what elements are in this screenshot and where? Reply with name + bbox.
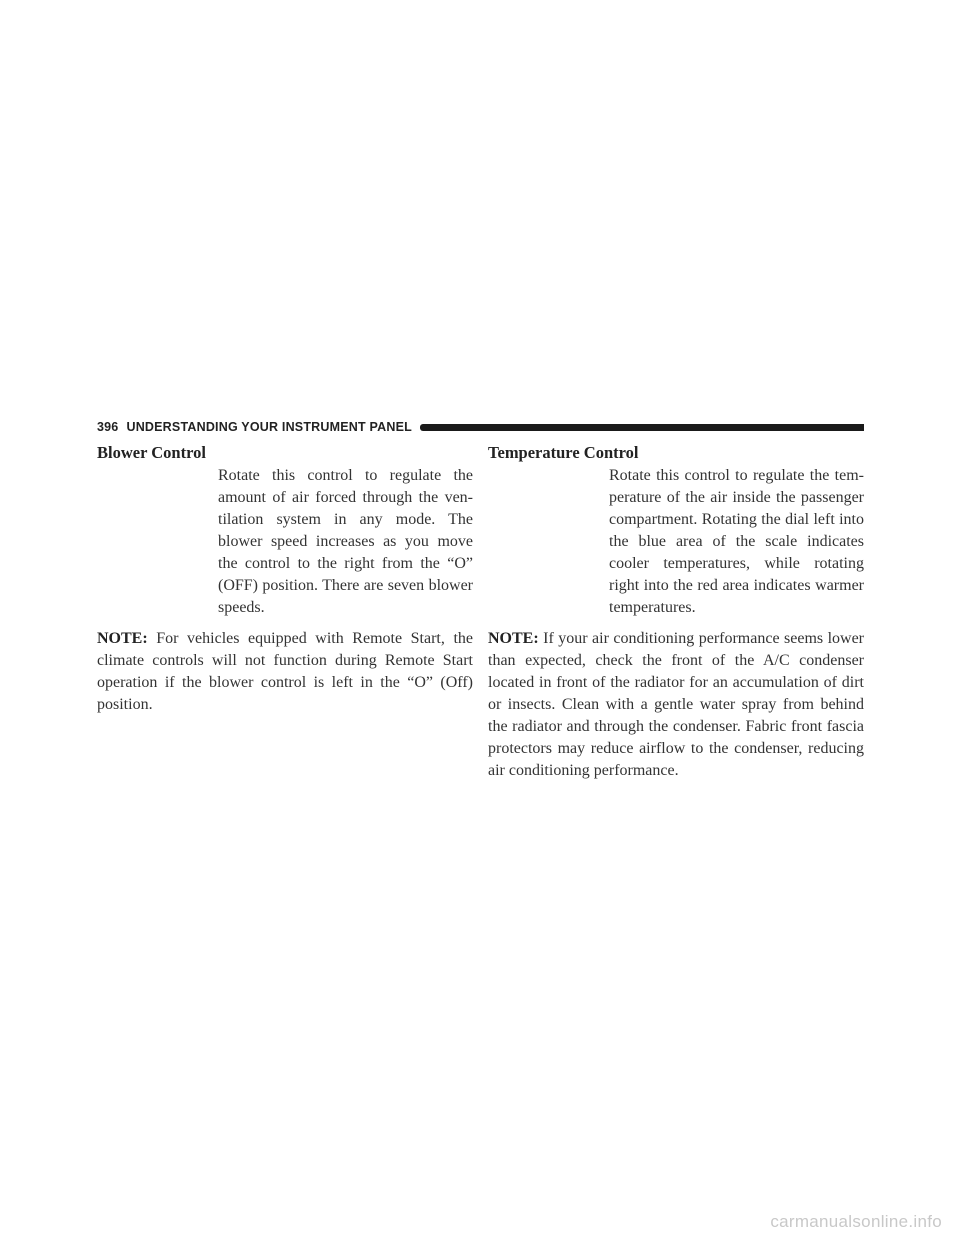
blower-control-heading: Blower Control: [97, 443, 206, 462]
note-text: For vehicles equipped with Remote Start, the climate controls will not function during Remote Start operation if the blower control is left in the “O” (Off) position.: [97, 630, 473, 713]
section-title: UNDERSTANDING YOUR INSTRUMENT PANEL: [126, 420, 412, 434]
left-column: [97, 441, 473, 716]
page-number: 396: [97, 420, 119, 434]
header-rule: [420, 424, 864, 431]
temperature-control-note: [488, 628, 864, 782]
note-label: NOTE:: [488, 630, 539, 647]
right-column: [488, 441, 864, 782]
page-header: [97, 418, 864, 436]
blower-control-note: [97, 628, 473, 716]
temperature-control-body: Rotate this control to regulate the temperature of the air inside the passenger compartment. Rotating the dial left into the blue area of the scale indicates cooler temperatures, while rotating right into the red area indicates warmer temperatures.: [609, 467, 864, 616]
temperature-control-heading: Temperature Control: [488, 443, 639, 462]
blower-control-body: Rotate this control to regulate the amount of air forced through the ventilation system in any mode. The blower speed increases as you move the control to the right from the “O” (OFF) position. There are seven blower speeds.: [218, 467, 473, 616]
note-text: If your air conditioning performance seems lower than expected, check the front of the A/C condenser located in front of the radiator for an accumulation of dirt or insects. Clean with a gentle water spray from behind the radiator and through the condenser. Fabric front fascia protectors may reduce airflow to the condenser, reducing air conditioning performance.: [488, 630, 864, 779]
note-label: NOTE:: [97, 630, 148, 647]
watermark: carmanualsonline.info: [770, 1212, 942, 1231]
